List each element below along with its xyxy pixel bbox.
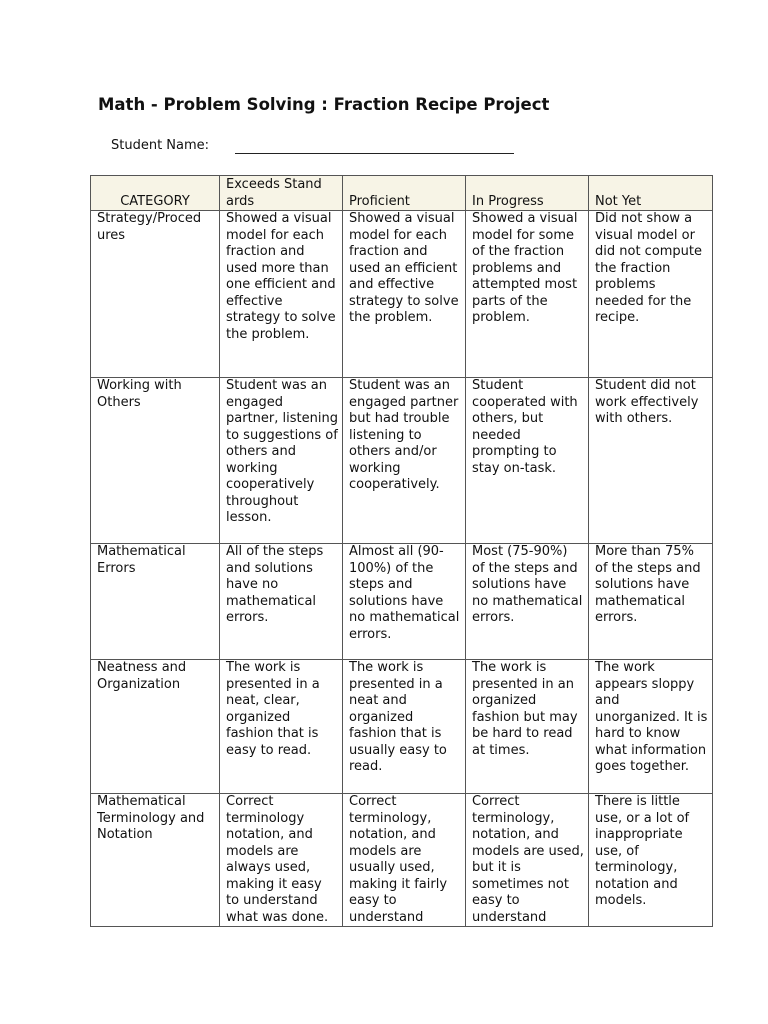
- in-progress-cell: Showed a visual model for some of the fraction problems and attempted most parts of the problem.: [466, 211, 589, 378]
- table-header-row: [91, 176, 713, 211]
- not-yet-cell: There is little use, or a lot of inappropriate use, of terminology, notation and models.: [589, 794, 713, 927]
- category-cell: Neatness and Organization: [91, 660, 220, 794]
- table-row: [91, 794, 713, 927]
- exceeds-cell: Correct terminology notation, and models are always used, making it easy to understand what was done.: [220, 794, 343, 927]
- table-row: [91, 378, 713, 544]
- table-row: [91, 211, 713, 378]
- category-cell: Working with Others: [91, 378, 220, 544]
- in-progress-cell: Correct terminology, notation, and models are used, but it is sometimes not easy to understand: [466, 794, 589, 927]
- proficient-cell: The work is presented in a neat and organized fashion that is usually easy to read.: [343, 660, 466, 794]
- in-progress-cell: The work is presented in an organized fashion but may be hard to read at times.: [466, 660, 589, 794]
- in-progress-cell: Student cooperated with others, but needed prompting to stay on-task.: [466, 378, 589, 544]
- category-cell: Strategy/Proced ures: [91, 211, 220, 378]
- page-title: Math - Problem Solving : Fraction Recipe Project: [98, 95, 550, 114]
- category-cell: Mathematical Terminology and Notation: [91, 794, 220, 927]
- not-yet-cell: The work appears sloppy and unorganized. It is hard to know what information goes together.: [589, 660, 713, 794]
- header-exceeds-standards: Exceeds Stand ards: [220, 176, 343, 211]
- not-yet-cell: Did not show a visual model or did not compute the fraction problems needed for the recipe.: [589, 211, 713, 378]
- category-cell: Mathematical Errors: [91, 544, 220, 660]
- student-name-line: [235, 138, 514, 154]
- in-progress-cell: Most (75-90%) of the steps and solutions have no mathematical errors.: [466, 544, 589, 660]
- header-proficient: Proficient: [343, 176, 466, 211]
- table-row: [91, 544, 713, 660]
- header-not-yet: Not Yet: [589, 176, 713, 211]
- rubric-table: [90, 175, 713, 927]
- header-in-progress: In Progress: [466, 176, 589, 211]
- header-category: CATEGORY: [91, 176, 220, 211]
- proficient-cell: Showed a visual model for each fraction and used an efficient and effective strategy to solve the problem.: [343, 211, 466, 378]
- student-name-label: Student Name:: [111, 138, 210, 153]
- table-row: [91, 660, 713, 794]
- exceeds-cell: The work is presented in a neat, clear, organized fashion that is easy to read.: [220, 660, 343, 794]
- exceeds-cell: Student was an engaged partner, listening to suggestions of others and working cooperatively throughout lesson.: [220, 378, 343, 544]
- exceeds-cell: Showed a visual model for each fraction and used more than one efficient and effective strategy to solve the problem.: [220, 211, 343, 378]
- not-yet-cell: Student did not work effectively with others.: [589, 378, 713, 544]
- exceeds-cell: All of the steps and solutions have no mathematical errors.: [220, 544, 343, 660]
- proficient-cell: Student was an engaged partner but had trouble listening to others and/or working cooperatively.: [343, 378, 466, 544]
- not-yet-cell: More than 75% of the steps and solutions have mathematical errors.: [589, 544, 713, 660]
- proficient-cell: Almost all (90-100%) of the steps and solutions have no mathematical errors.: [343, 544, 466, 660]
- proficient-cell: Correct terminology, notation, and models are usually used, making it fairly easy to understand: [343, 794, 466, 927]
